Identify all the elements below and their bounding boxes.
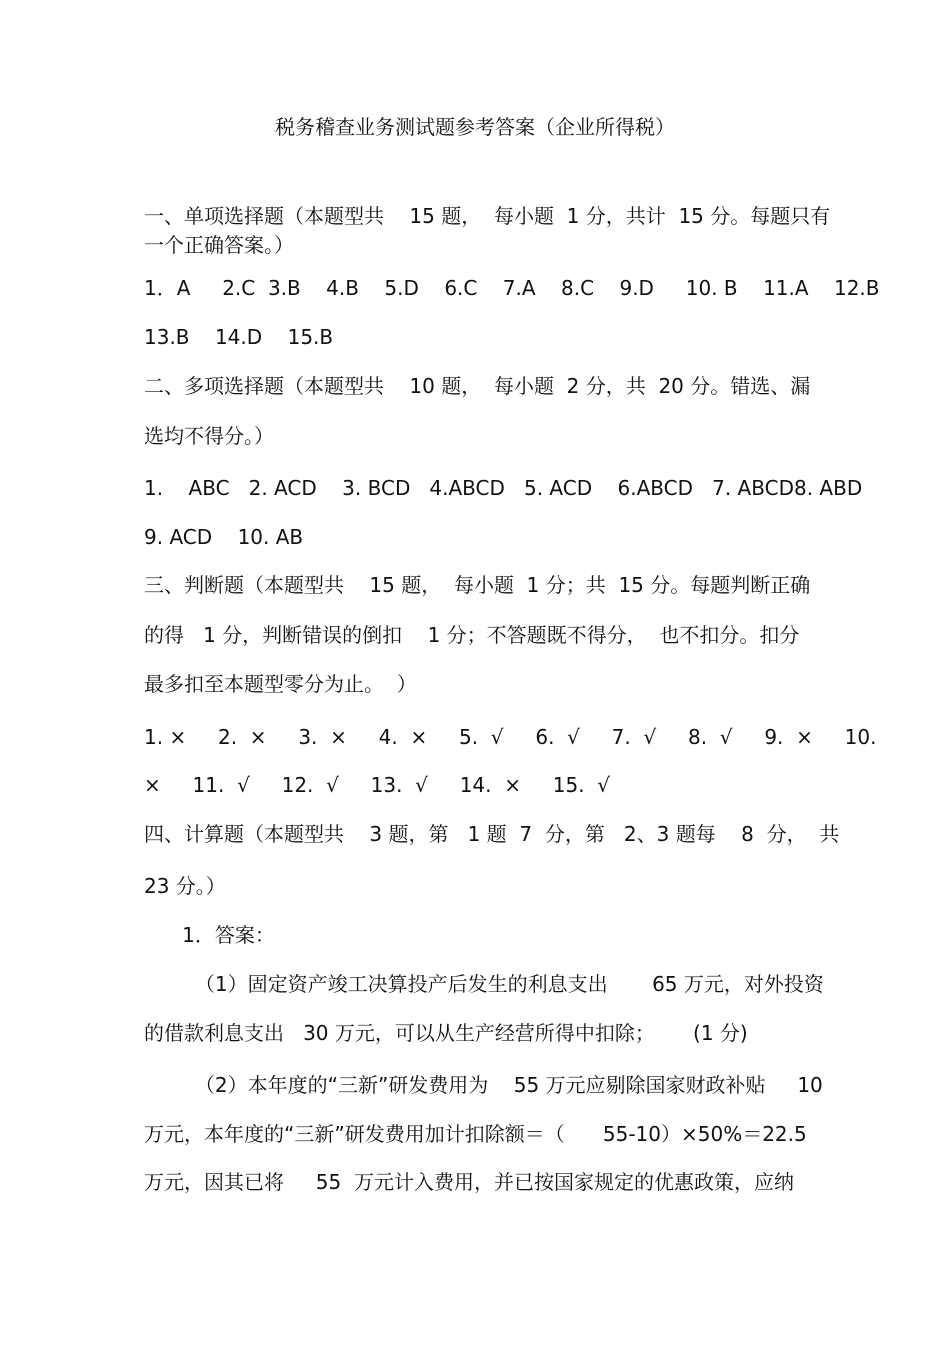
answer-1-paragraph-2-line-3: 万元，因其已将 55 万元计入费用，并已按国家规定的优惠政策，应纳 <box>144 1170 794 1194</box>
section-1-heading-line-1: 一、单项选择题（本题型共 15 题， 每小题 1 分，共计 15 分。每题只有 <box>144 204 831 228</box>
section-4-heading-line-2: 23 分。） <box>144 874 226 898</box>
section-3-heading-line-3: 最多扣至本题型零分为止。 ） <box>144 672 417 696</box>
document-title: 税务稽查业务测试题参考答案（企业所得税） <box>275 115 675 139</box>
section-3-heading-line-1: 三、判断题（本题型共 15 题， 每小题 1 分；共 15 分。每题判断正确 <box>144 573 811 597</box>
section-2-heading-line-1: 二、多项选择题（本题型共 10 题， 每小题 2 分，共 20 分。错选、漏 <box>144 374 811 398</box>
section-3-answers-line-1: 1. × 2. × 3. × 4. × 5. √ 6. √ 7. √ 8. √ 9. × 10. <box>144 725 877 749</box>
section-4-heading-line-1: 四、计算题（本题型共 3 题，第 1 题 7 分，第 2、3 题每 8 分， 共 <box>144 822 840 846</box>
section-2-heading-line-2: 选均不得分。） <box>144 424 274 448</box>
answer-1-paragraph-1-line-1: （1）固定资产竣工决算投产后发生的利息支出 65 万元，对外投资 <box>144 972 824 996</box>
section-1-heading-line-2: 一个正确答案。） <box>144 233 294 257</box>
section-1-answers-line-2: 13.B 14.D 15.B <box>144 325 334 349</box>
section-2-answers-line-1: 1. ABC 2. ACD 3. BCD 4.ABCD 5. ACD 6.ABCD 7. ABCD8. ABD <box>144 476 863 500</box>
answer-1-label: 1．答案： <box>144 923 275 947</box>
answer-1-paragraph-2-line-1: （2）本年度的“三新”研发费用为 55 万元应剔除国家财政补贴 10 <box>144 1073 823 1097</box>
answer-1-paragraph-1-line-2: 的借款利息支出 30 万元，可以从生产经营所得中扣除； (1 分) <box>144 1021 748 1045</box>
answer-1-paragraph-2-line-2: 万元，本年度的“三新”研发费用加计扣除额＝（ 55-10）×50%＝22.5 <box>144 1122 807 1146</box>
section-3-heading-line-2: 的得 1 分，判断错误的倒扣 1 分；不答题既不得分， 也不扣分。扣分 <box>144 623 800 647</box>
section-2-answers-line-2: 9. ACD 10. AB <box>144 525 304 549</box>
section-1-answers-line-1: 1．A 2.C 3.B 4.B 5.D 6.C 7.A 8.C 9.D 10. B 11.A 12.B <box>144 276 880 300</box>
section-3-answers-line-2: × 11. √ 12. √ 13. √ 14. × 15. √ <box>144 773 611 797</box>
